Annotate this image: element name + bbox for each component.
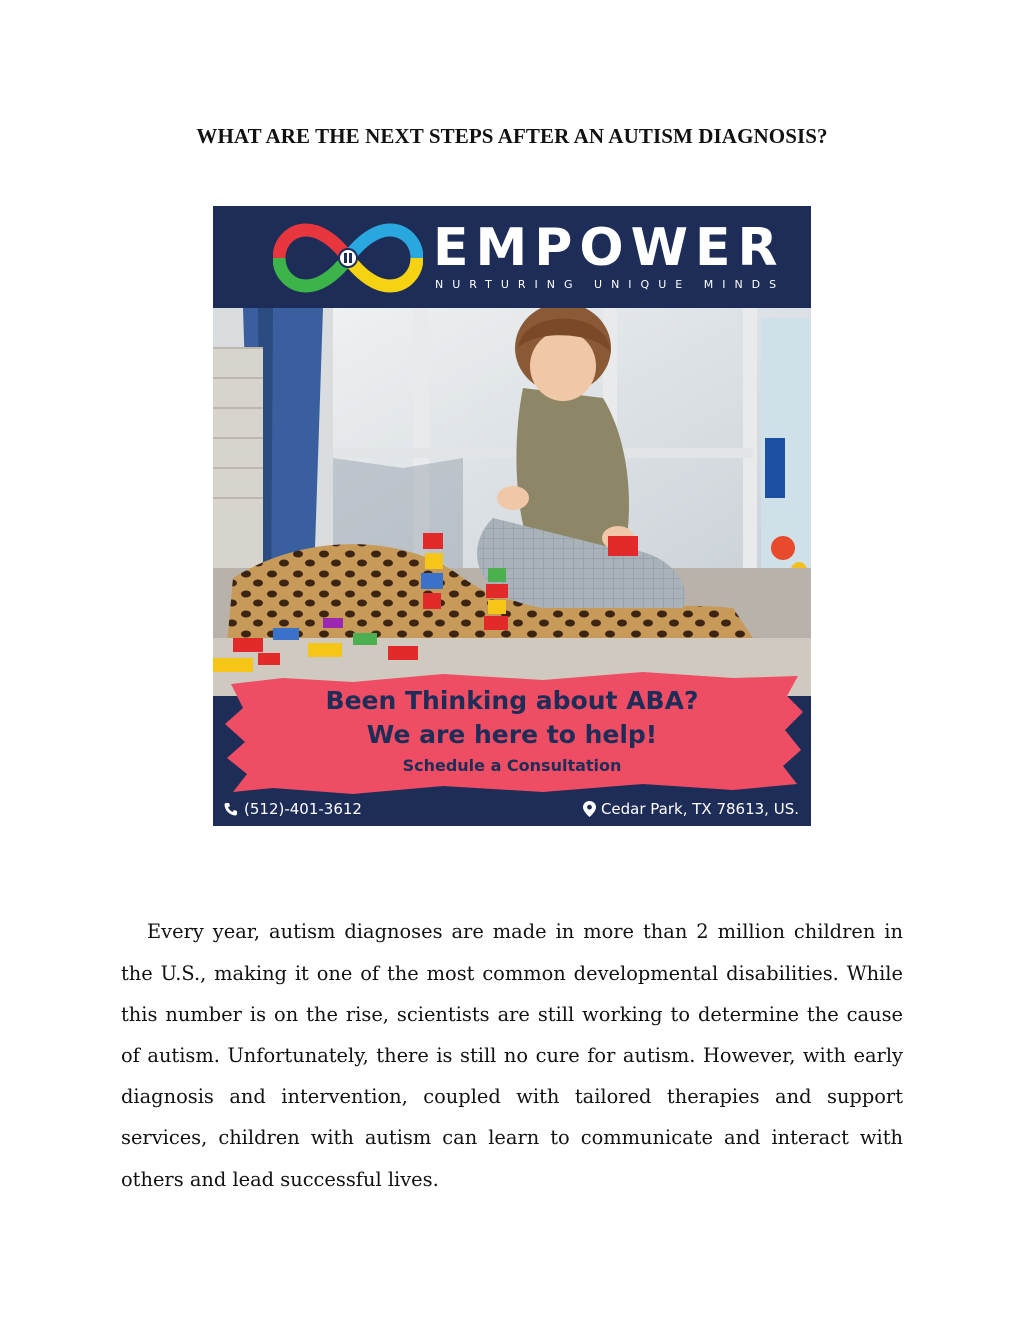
infinity-logo-icon [273, 218, 423, 298]
brand-name: EMPOWER [433, 218, 785, 278]
phone-number: (512)-401-3612 [244, 800, 362, 818]
empower-banner [213, 206, 811, 826]
body-paragraph: Every year, autism diagnoses are made in more than 2 million children in the U.S., making it one of the most common developmental disabilities. While this number is on the rise, scientists are still working to determine the cause of autism. Unfortunately, there is still no cure for autism. However, with early diagnosis and intervention, coupled with tailored therapies and support services, children with autism can learn to communicate and interact with others and lead successful lives. [121, 920, 903, 1191]
contact-phone [223, 800, 362, 818]
child-playing-photo [213, 308, 811, 708]
phone-icon [223, 801, 239, 817]
location-pin-icon [583, 801, 596, 817]
location-text: Cedar Park, TX 78613, US. [600, 800, 799, 818]
schedule-consultation: Schedule a Consultation [402, 756, 622, 775]
headline-aba: Been Thinking about ABA? [325, 686, 699, 715]
brand-tagline: NURTURING UNIQUE MINDS [435, 278, 786, 291]
page-title: WHAT ARE THE NEXT STEPS AFTER AN AUTISM DIAGNOSIS? [196, 124, 828, 148]
headline-help: We are here to help! [366, 720, 658, 749]
contact-location [583, 800, 799, 818]
banner-header [213, 206, 811, 308]
